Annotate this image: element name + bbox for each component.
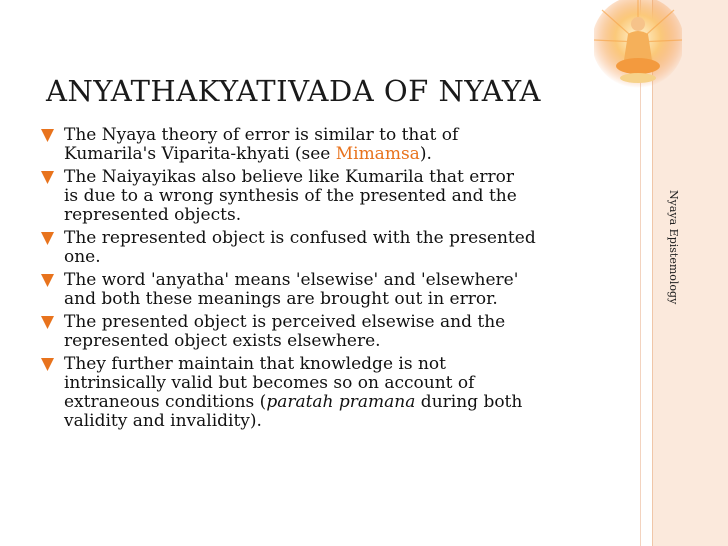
bullet-text: and both these meanings are brought out in error.	[64, 289, 498, 309]
bullet-icon	[40, 128, 55, 143]
bullet-text: The Naiyayikas also believe like Kumarila that error	[64, 167, 514, 187]
bullet-text: The Nyaya theory of error is similar to that of	[64, 125, 459, 145]
page-title: ANYATHAKYATIVADA OF NYAYA	[46, 74, 541, 108]
bullet-text: is due to a wrong synthesis of the presented and the	[64, 186, 517, 206]
bullet-text: Kumarila's Viparita-khyati (see	[64, 144, 336, 164]
bullet-list	[40, 126, 625, 435]
bullet-icon	[40, 231, 55, 246]
bullet-text: The word 'anyatha' means 'elsewise' and 'elsewhere'	[64, 270, 519, 290]
bullet-item	[40, 229, 625, 267]
bullet-item	[40, 355, 625, 431]
bullet-text: one.	[64, 247, 101, 267]
bullet-item	[40, 126, 625, 164]
bullet-item	[40, 168, 625, 225]
mimamsa-link[interactable]: Mimamsa	[335, 144, 420, 164]
bullet-text: during both	[415, 392, 523, 412]
bullet-item	[40, 271, 625, 309]
bullet-text: represented objects.	[64, 205, 242, 225]
bullet-text: The represented object is confused with the presented	[64, 228, 536, 248]
bullet-icon	[40, 170, 55, 185]
bullet-icon	[40, 273, 55, 288]
bullet-text: The presented object is perceived elsewise and the	[64, 312, 506, 332]
bullet-text: extraneous conditions (	[64, 392, 267, 412]
bullet-text: intrinsically valid but becomes so on account of	[64, 373, 475, 393]
bullet-icon	[40, 315, 55, 330]
side-label: Nyaya Epistemology	[667, 190, 680, 305]
bullet-item	[40, 313, 625, 351]
bullet-text: They further maintain that knowledge is not	[64, 354, 446, 374]
bullet-text: represented object exists elsewhere.	[64, 331, 381, 351]
bullet-text: validity and invalidity).	[64, 411, 262, 431]
italic-term: paratah pramana	[266, 392, 416, 412]
bullet-icon	[40, 357, 55, 372]
meditating-figure-icon	[594, 0, 682, 96]
bullet-text: ).	[419, 144, 432, 164]
